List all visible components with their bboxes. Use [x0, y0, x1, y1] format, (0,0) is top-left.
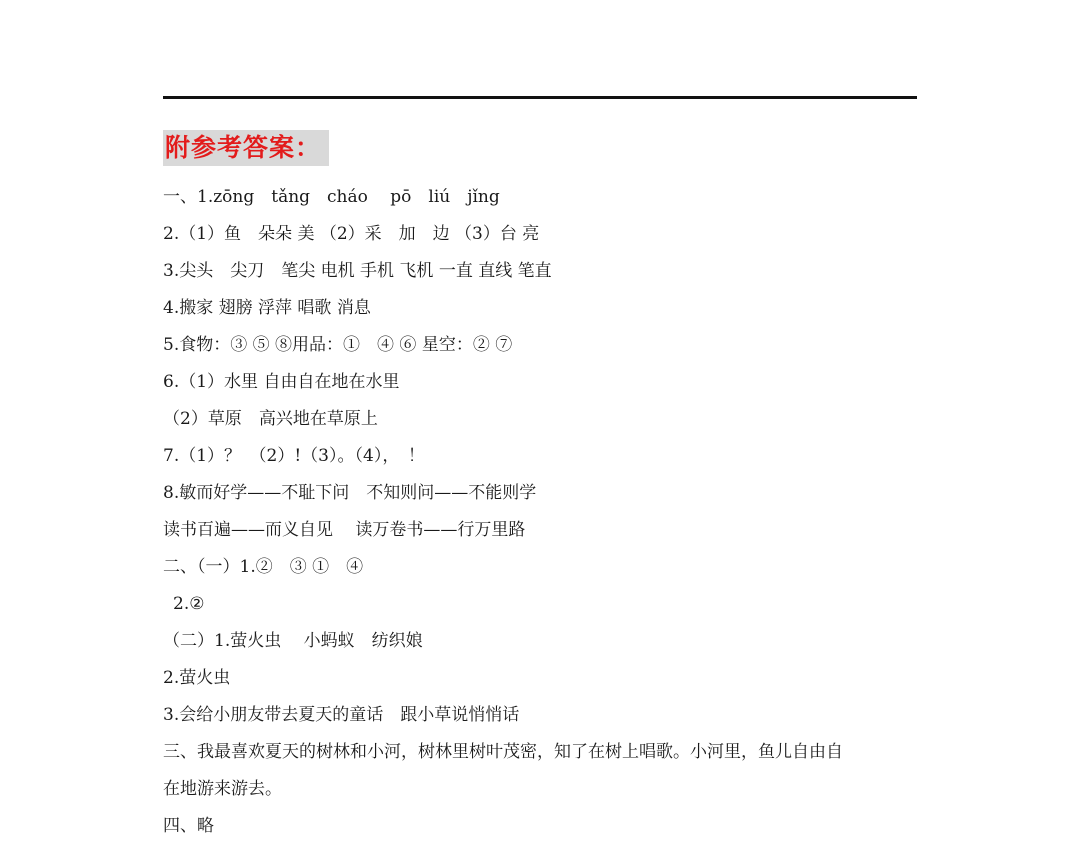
answer-line-1: 一、1.zōng tǎng cháo pō liú jǐng — [163, 187, 500, 207]
answer-line-7: （2）草原 高兴地在草原上 — [163, 409, 378, 429]
answer-line-16: 三、我最喜欢夏天的树林和小河，树林里树叶茂密，知了在树上唱歌。小河里，鱼儿自由自 — [163, 742, 843, 762]
answer-line-14: 2.萤火虫 — [163, 668, 231, 688]
answer-line-12: 2.② — [173, 594, 205, 614]
answer-line-17: 在地游来游去。 — [163, 779, 282, 799]
answer-key-heading: 附参考答案： — [163, 130, 329, 166]
answer-line-8: 7.（1）？ （2）!（3）。（4）， ！ — [163, 446, 425, 466]
answer-line-5: 5.食物：③ ⑤ ⑧用品：① ④ ⑥ 星空：② ⑦ — [163, 335, 513, 355]
answer-line-2: 2.（1）鱼 朵朵 美 （2）采 加 边 （3）台 亮 — [163, 224, 540, 244]
answer-line-9: 8.敏而好学——不耻下问 不知则问——不能则学 — [163, 483, 537, 503]
answer-line-6: 6.（1）水里 自由自在地在水里 — [163, 372, 400, 392]
answer-line-10: 读书百遍——而义自见 读万卷书——行万里路 — [163, 520, 526, 540]
horizontal-rule — [163, 96, 917, 99]
answer-line-18: 四、略 — [163, 816, 214, 836]
answer-line-11: 二、（一）1.② ③ ① ④ — [163, 557, 364, 577]
answer-line-3: 3.尖头 尖刀 笔尖 电机 手机 飞机 一直 直线 笔直 — [163, 261, 552, 281]
answer-line-13: （二）1.萤火虫 小蚂蚁 纺织娘 — [163, 631, 423, 651]
answer-line-15: 3.会给小朋友带去夏天的童话 跟小草说悄悄话 — [163, 705, 520, 725]
answer-line-4: 4.搬家 翅膀 浮萍 唱歌 消息 — [163, 298, 371, 318]
